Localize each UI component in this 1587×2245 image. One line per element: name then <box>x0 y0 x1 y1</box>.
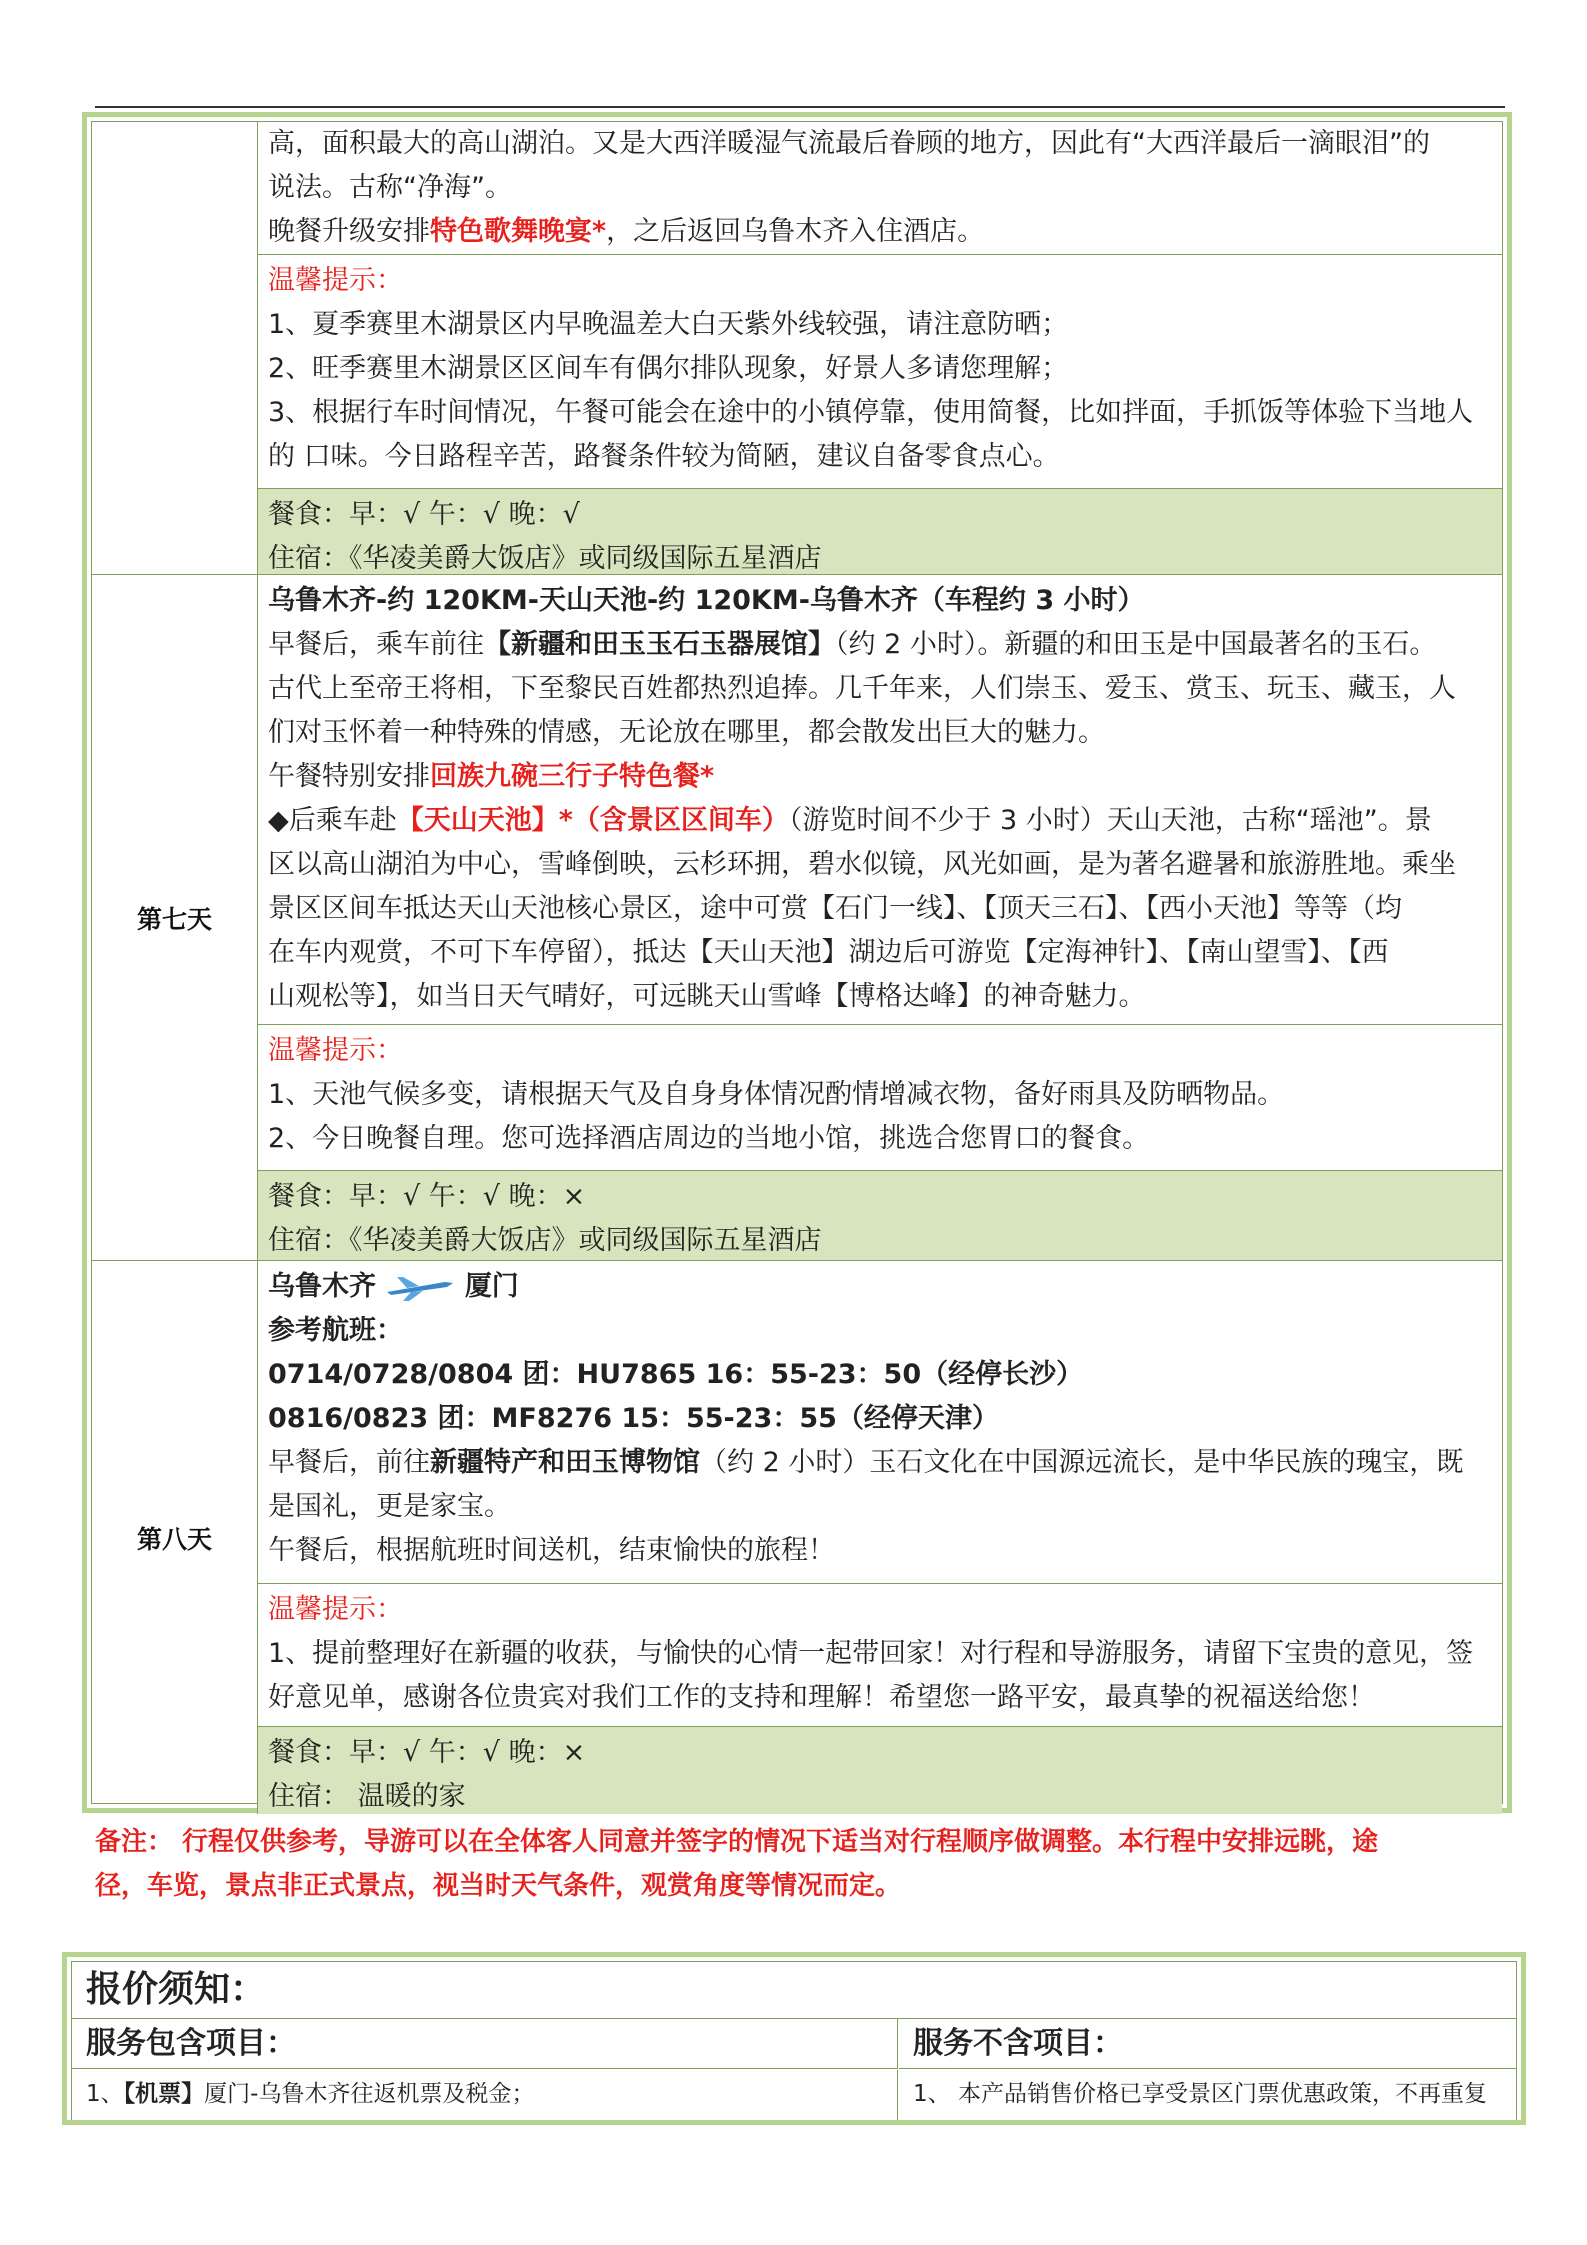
tip-line: 1、天池气候多变，请根据天气及自身身体情况酌情增减衣物，备好雨具及防晒物品。 <box>268 1079 1285 1110</box>
text-line: 在车内观赏，不可下车停留），抵达【天山天池】湖边后可游览【定海神针】、【南山望雪】、【西 <box>268 937 1389 968</box>
dinner-line: 晚餐升级安排特色歌舞晚宴*，之后返回乌鲁木齐入住酒店。 <box>268 216 985 247</box>
text-line: 高，面积最大的高山湖泊。又是大西洋暖湿气流最后眷顾的地方，因此有“大西洋最后一滴眼泪”的 <box>268 128 1430 159</box>
remark-line: 径，车览，景点非正式景点，视当时天气条件，观赏角度等情况而定。 <box>95 1871 902 1901</box>
tip-line: 好意见单，感谢各位贵宾对我们工作的支持和理解！希望您一路平安，最真挚的祝福送给您！ <box>268 1682 1375 1713</box>
text-line: 早餐后，前往新疆特产和田玉博物馆（约 2 小时）玉石文化在中国源远流长，是中华民族的瑰宝，既 <box>268 1447 1464 1478</box>
day7-row <box>92 575 1502 1261</box>
text-line: 们对玉怀着一种特殊的情感，无论放在哪里，都会散发出巨大的魅力。 <box>268 717 1105 748</box>
tip-line: 的 口味。今日路程辛苦，路餐条件较为简陋，建议自备零食点心。 <box>268 441 1060 472</box>
day6-label-cell <box>92 122 258 574</box>
tip-line: 3、根据行车时间情况，午餐可能会在途中的小镇停靠，使用简餐，比如拌面，手抓饭等体验下当地人 <box>268 397 1474 428</box>
include-header: 服务包含项目： <box>72 2019 898 2069</box>
tip-line: 1、夏季赛里木湖景区内早晚温差大白天紫外线较强，请注意防晒； <box>268 309 1069 340</box>
tip-title: 温馨提示： <box>268 1594 403 1625</box>
day8-tips <box>258 1584 1502 1727</box>
remark-line: 备注： 行程仅供参考，导游可以在全体客人同意并签字的情况下适当对行程顺序做调整。本行程中安排远眺，途 <box>95 1827 1379 1857</box>
day7-description <box>258 575 1502 1025</box>
day6-tips <box>258 255 1502 489</box>
text-line: 是国礼，更是家宝。 <box>268 1491 511 1522</box>
text-line: 山观松等】，如当日天气晴好，可远眺天山雪峰【博格达峰】的神奇魅力。 <box>268 981 1146 1012</box>
pricing-title: 报价须知： <box>72 1962 1516 2019</box>
day6-description <box>258 122 1502 255</box>
tip-line: 1、提前整理好在新疆的收获，与愉快的心情一起带回家！对行程和导游服务，请留下宝贵的意见，签 <box>268 1638 1474 1669</box>
flight-line: 0816/0823 团：MF8276 15：55-23：55（经停天津） <box>268 1403 999 1434</box>
text-line: 午餐后，根据航班时间送机，结束愉快的旅程！ <box>268 1535 835 1566</box>
text-line: ◆后乘车赴【天山天池】*（含景区区间车）（游览时间不少于 3 小时）天山天池，古称“瑶池”。景 <box>268 805 1432 836</box>
header-rule <box>95 106 1505 108</box>
itinerary-table <box>82 112 1512 1813</box>
text-line: 区以高山湖泊为中心，雪峰倒映，云杉环拥，碧水似镜，风光如画，是为著名避暑和旅游胜地。乘坐 <box>268 849 1456 880</box>
flight-line: 0714/0728/0804 团：HU7865 16：55-23：50（经停长沙） <box>268 1359 1084 1390</box>
tip-line: 2、今日晚餐自理。您可选择酒店周边的当地小馆，挑选合您胃口的餐食。 <box>268 1123 1150 1154</box>
remark-note <box>95 1820 1515 1908</box>
route-line: 乌鲁木齐-约 120KM-天山天池-约 120KM-乌鲁木齐（车程约 3 小时） <box>268 585 1145 616</box>
day7-meals-hotel <box>258 1171 1502 1260</box>
tip-line: 2、旺季赛里木湖景区区间车有偶尔排队现象，好景人多请您理解； <box>268 353 1069 384</box>
text-line: 说法。古称“净海”。 <box>268 172 512 203</box>
meals-line: 餐食：早：√ 午：√ 晚：× <box>268 1737 586 1768</box>
tip-title: 温馨提示： <box>268 1035 403 1066</box>
day8-row <box>92 1261 1502 1814</box>
meals-line: 餐食：早：√ 午：√ 晚：× <box>268 1181 586 1212</box>
day8-label: 第八天 <box>92 1261 258 1814</box>
include-item: 1、【机票】厦门-乌鲁木齐往返机票及税金； <box>72 2070 898 2120</box>
day6-row <box>92 122 1502 575</box>
day6-meals-hotel <box>258 489 1502 574</box>
day8-description <box>258 1261 1502 1584</box>
hotel-line: 住宿：《华凌美爵大饭店》或同级国际五星酒店 <box>268 1225 822 1256</box>
meals-line: 餐食：早：√ 午：√ 晚：√ <box>268 499 580 530</box>
text-line: 景区区间车抵达天山天池核心景区，途中可赏【石门一线】、【顶天三石】、【西小天池】等等（均 <box>268 893 1402 924</box>
text-line: 古代上至帝王将相，下至黎民百姓都热烈追捧。几千年来，人们崇玉、爱玉、赏玉、玩玉、藏玉，人 <box>268 673 1456 704</box>
day8-meals-hotel <box>258 1727 1502 1814</box>
exclude-item: 1、 本产品销售价格已享受景区门票优惠政策，不再重复 <box>913 2081 1487 2107</box>
lunch-line: 午餐特别安排回族九碗三行子特色餐* <box>268 761 715 792</box>
text-line: 早餐后，乘车前往【新疆和田玉玉石玉器展馆】（约 2 小时）。新疆的和田玉是中国最著名的玉石。 <box>268 629 1437 660</box>
flight-title: 参考航班： <box>268 1315 403 1346</box>
tip-title: 温馨提示： <box>268 265 403 296</box>
day7-label: 第七天 <box>92 575 258 1260</box>
day7-tips <box>258 1025 1502 1171</box>
hotel-line: 住宿：《华凌美爵大饭店》或同级国际五星酒店 <box>268 543 822 574</box>
exclude-header: 服务不含项目： <box>899 2019 1516 2069</box>
airplane-icon <box>385 1274 455 1302</box>
pricing-table <box>62 1952 1526 2125</box>
hotel-line: 住宿： 温暖的家 <box>268 1781 466 1812</box>
flight-route: 乌鲁木齐 厦门 <box>268 1271 519 1302</box>
